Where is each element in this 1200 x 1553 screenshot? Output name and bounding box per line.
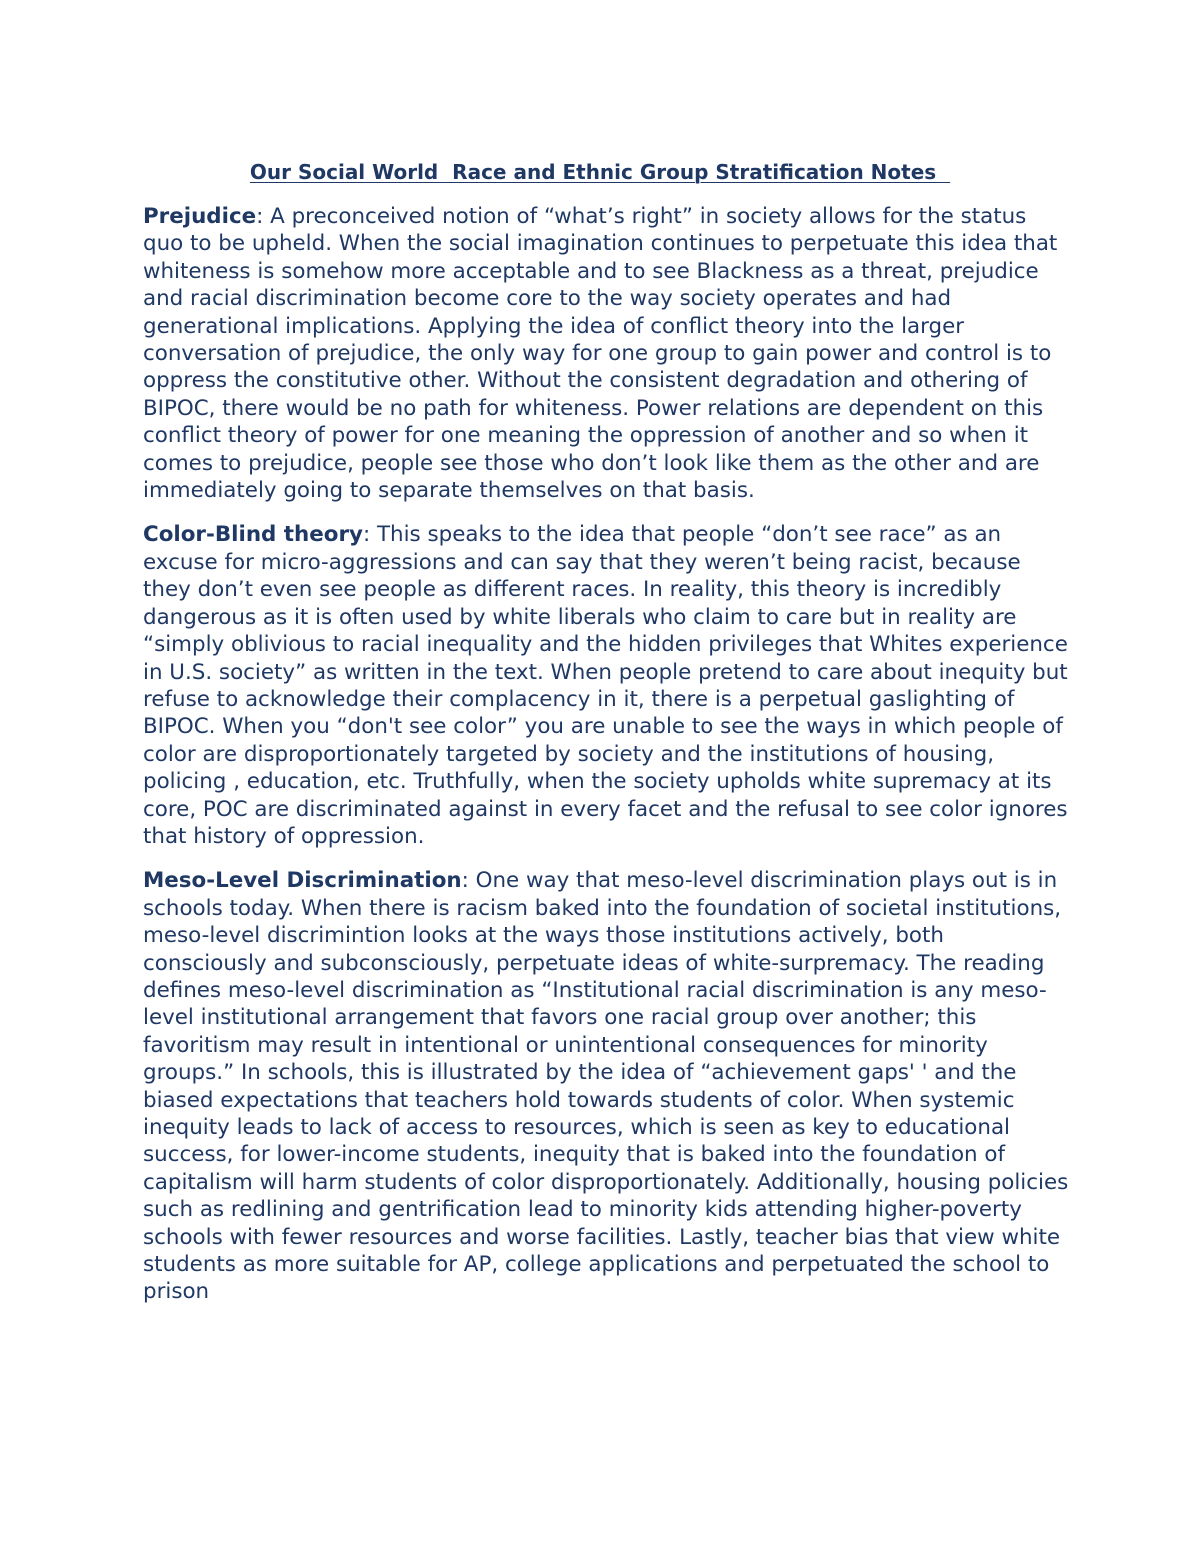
term-heading: Color-Blind theory (143, 522, 363, 548)
term-separator: : (362, 522, 371, 548)
document-title: Our Social World Race and Ethnic Group Stratification Notes (249, 160, 951, 184)
section-prejudice (143, 203, 1073, 504)
section-color-blind-theory (143, 521, 1073, 850)
document-body (143, 203, 1073, 1323)
term-heading: Prejudice (143, 204, 257, 229)
section-body-text: A preconceived notion of “what’s right” in society allows for the status quo to be upheld. When the social imagination continues to perpetuate this idea that whiteness is somehow more acceptable and to see Blackness as a threat, prejudice and racial discrimination become core to the way society operates and had generational implications. Applying the idea of conflict theory into the larger conversation of prejudice, the only way for one group to gain power and control is to oppress the constitutive other. Without the consistent degradation and othering of BIPOC, there would be no path for whiteness. Power relations are dependent on this conflict theory of power for one meaning the oppression of another and so when it comes to prejudice, people see those who don’t look like them as the other and are immediately going to separate themselves on that basis. (143, 204, 1058, 504)
section-body-text: One way that meso-level discrimination plays out is in schools today. When there is racism baked into the foundation of societal institutions, meso-level discrimintion looks at the ways those institutions actively, both consciously and subconsciously, perpetuate ideas of white-surpremacy. The reading defines meso-level discrimination as “Institutional racial discrimination is any meso-level institutional arrangement that favors one racial group over another; this favoritism may result in intentional or unintentional consequences for minority groups.” In schools, this is illustrated by the idea of “achievement gaps' ' and the biased expectations that teachers hold towards students of color. When systemic inequity leads to lack of access to resources, which is seen as key to educational success, for lower-income students, inequity that is baked into the foundation of capitalism will harm students of color disproportionately. Additionally, housing policies such as redlining and gentrification lead to minority kids attending higher-poverty schools with fewer resources and worse facilities. Lastly, teacher bias that view white students as more suitable for AP, college applications and perpetuated the school to prison (143, 868, 1069, 1305)
section-body-text: This speaks to the idea that people “don’t see race” as an excuse for micro-aggressions and can say that they weren’t being racist, because they don’t even see people as different races. In reality, this theory is incredibly dangerous as it is often used by white liberals who claim to care but in reality are “simply oblivious to racial inequality and the hidden privileges that Whites experience in U.S. society” as written in the text. When people pretend to care about inequity but refuse to acknowledge their complacency in it, there is a perpetual gaslighting of BIPOC. When you “don't see color” you are unable to see the ways in which people of color are disproportionately targeted by society and the institutions of housing, policing , education, etc. Truthfully, when the society upholds white supremacy at its core, POC are discriminated against in every facet and the refusal to see color ignores that history of oppression. (143, 522, 1068, 849)
term-separator: : (461, 868, 469, 894)
section-meso-level-discrimination (143, 867, 1073, 1306)
term-heading: Meso-Level Discrimination (143, 868, 462, 894)
term-separator: : (256, 204, 264, 229)
